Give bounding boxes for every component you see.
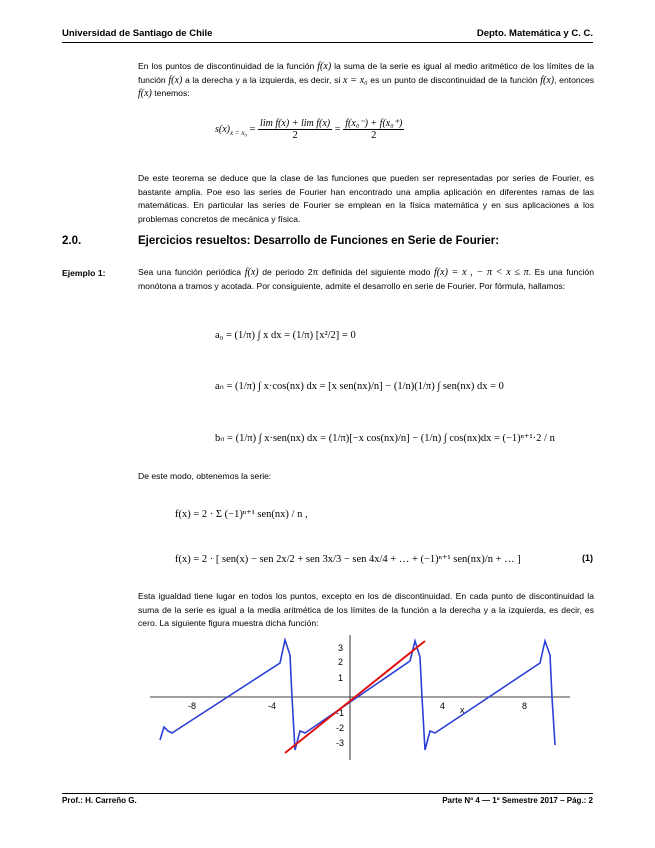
paragraph-example: Sea una función periódica f(x) de periodo 2π definida del siguiente modo f(x) = x , − π < x ≤ π. Es una función monótona a tramos y acotada. Por consiguiente, admite el desarrollo en serie de Fourier. Por fórmula, hallamos: — [138, 267, 594, 291]
page-footer — [62, 793, 593, 810]
paragraph-discontinuity: En los puntos de discontinuidad de la función f(x) la suma de la serie es igual al medio aritmético de los límites de la función f(x) a la derecha y a la izquierda, es decir, si x = x₀ es un punto de discontinuidad de la función f(x), entonces f(x) tenemos: — [138, 61, 595, 99]
header-university: Universidad de Santiago de Chile — [62, 28, 213, 39]
x-variable-label: x — [460, 705, 465, 715]
section-title: Ejercicios resueltos: Desarrollo de Funciones en Serie de Fourier: — [138, 235, 500, 247]
footer-professor: Prof.: H. Carreño G. — [62, 796, 137, 805]
equation-series-expanded: f(x) = 2 · [ sen(x) − sen 2x/2 + sen 3x/3 − sen 4x/4 + … + (−1)ⁿ⁺¹ sen(nx)/n + … ] — [175, 554, 521, 565]
page-header — [62, 28, 593, 43]
tick-x-minus8: -8 — [188, 701, 197, 711]
tick-y-minus1: -1 — [336, 708, 345, 718]
equation-bn: bₙ = (1/π) ∫ x·sen(nx) dx = (1/π)[−x cos(nx)/n] − (1/n) ∫ cos(nx)dx = (−1)ⁿ⁺¹·2 / n — [215, 433, 555, 444]
tick-y-2: 2 — [338, 657, 344, 667]
paragraph-series-intro: De este modo, obtenemos la serie: — [138, 471, 272, 481]
header-department: Depto. Matemática y C. C. — [476, 28, 593, 39]
tick-y-minus3: -3 — [336, 738, 345, 748]
tick-x-minus4: -4 — [268, 701, 277, 711]
equation-an: aₙ = (1/π) ∫ x·cos(nx) dx = [x sen(nx)/n] − (1/n)(1/π) ∫ sen(nx) dx = 0 — [215, 381, 504, 392]
section-number: 2.0. — [62, 235, 82, 247]
tick-y-3: 3 — [338, 643, 344, 653]
tick-y-1: 1 — [338, 673, 344, 683]
tick-x-4: 4 — [440, 701, 446, 711]
paragraph-conclusion: Esta igualdad tiene lugar en todos los puntos, excepto en los de discontinuidad. En cada punto de discontinuidad la suma de la serie es igual a la media aritmética de los límites de la función a la derecha y a la izquierda, es decir, es cero. La siguiente figura muestra dicha función: — [138, 591, 594, 628]
equation-series-sum: f(x) = 2 · Σ (−1)ⁿ⁺¹ sen(nx) / n , — [175, 509, 308, 520]
tick-y-minus2: -2 — [336, 723, 345, 733]
tick-x-8: 8 — [522, 701, 528, 711]
footer-page-info: Parte Nº 4 — 1º Semestre 2017 – Pág.: 2 — [442, 796, 593, 805]
equation-a0: a₀ = (1/π) ∫ x dx = (1/π) [x²/2] = 0 — [215, 330, 356, 341]
fourier-series-plot — [150, 635, 570, 760]
example-label: Ejemplo 1: — [62, 268, 106, 278]
equation-mean-value: $s(x)_{x = x_0}$ = $\frac{\text{lim f(x) + lim f(x)}}{2}$ = $\frac{\text{f(x₀⁻) + f(x₀⁺)}}{2}$ — [215, 118, 403, 141]
paragraph-theorem: De este teorema se deduce que la clase de las funciones que pueden ser representadas por series de Fourier, es bastante amplia. Poe eso las series de Fourier han encontrado una amplia aplicación en diferentes ramas de las matemáticas. En particular las series de Fourier se emplean en la física matemática y en sus aplicaciones a los problemas concretos de mecánica y física. — [138, 173, 594, 224]
equation-number: (1) — [582, 553, 593, 563]
